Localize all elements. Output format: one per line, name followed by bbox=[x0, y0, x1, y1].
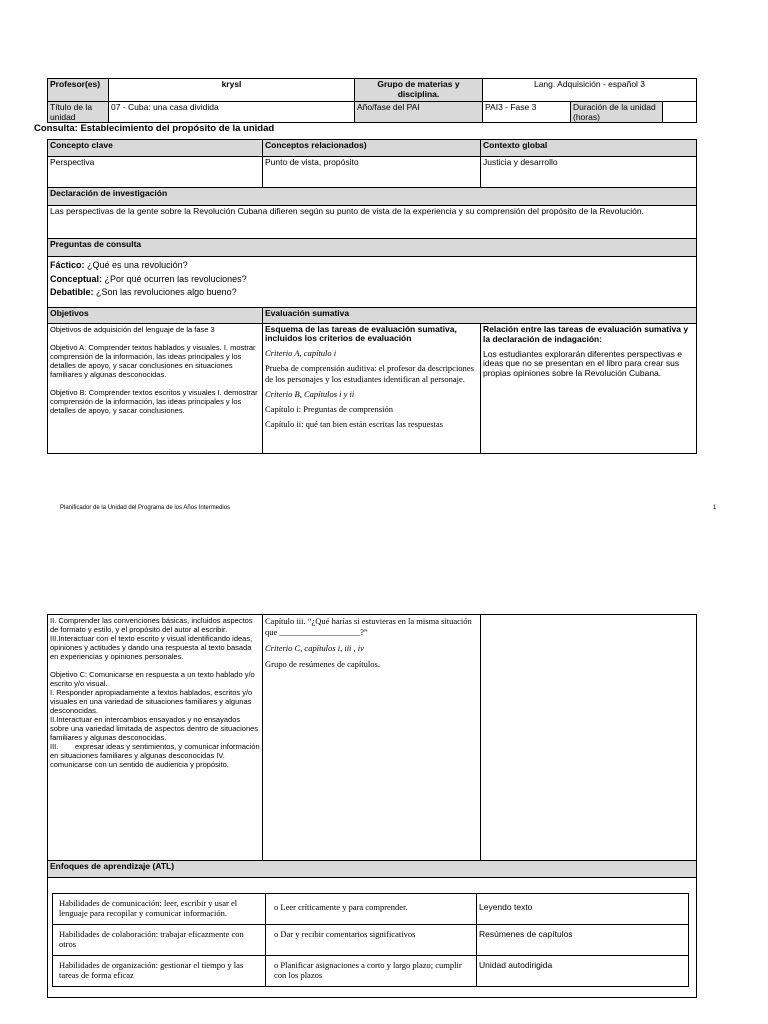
conceptos-relacionados-label: Conceptos relacionados) bbox=[262, 139, 481, 157]
objetivo-c-iii: III. expresar ideas y sentimientos, y comunicar información en situaciones familiares y algunas desconocidas IV. comunicarse con un sentido de audiencia y propósito. bbox=[50, 742, 262, 769]
atl-skill-3: Habilidades de organización: gestionar el tiempo y las tareas de forma eficaz bbox=[52, 955, 266, 987]
titulo-label: Título de la unidad bbox=[47, 101, 109, 123]
relacion-head: Relación entre las tareas de evaluación sumativa y la declaración de indagación: bbox=[483, 324, 689, 344]
objetivos-intro: Objetivos de adquisición del lenguaje de la fase 3 bbox=[50, 325, 215, 334]
preguntas-body bbox=[47, 256, 697, 308]
objetivo-c-ii: II.Interactuar en intercambios ensayados y no ensayados sobre una variedad limitada de aspectos dentro de situaciones familiares y algunas desconocidas. bbox=[50, 715, 259, 742]
criterio-b: Criterio B, Capítulos i y ii bbox=[265, 388, 355, 399]
concepto-clave-label: Concepto clave bbox=[47, 139, 263, 157]
esquema-head: Esquema de las tareas de evaluación sumativa, incluidos los criterios de evaluación bbox=[265, 324, 457, 344]
contexto-global-label: Contexto global bbox=[480, 139, 697, 157]
criterio-a: Criterio A, capítulo i bbox=[265, 347, 337, 358]
atl-skill-2: Habilidades de colaboración: trabajar eficazmente con otros bbox=[52, 924, 266, 956]
declaracion-label: Declaración de investigación bbox=[47, 187, 697, 206]
preguntas-label: Preguntas de consulta bbox=[47, 238, 697, 257]
objetivo-c-i: I. Responder apropiadamente a textos hablados, escritos y/o visuales en una variedad de situaciones familiares y algunas desconocidas. bbox=[50, 688, 253, 715]
page-number: 1 bbox=[713, 505, 717, 511]
anio-value: PAI3 - Fase 3 bbox=[482, 101, 571, 123]
pregunta-debatible: Debatible: ¿Son las revoluciones algo bueno? bbox=[50, 287, 237, 297]
atl-skill-1: Habilidades de comunicación: leer, escribir y usar el lenguaje para recopilar y comunicar información. bbox=[52, 893, 266, 925]
capitulo-iii: Capítulo iii. “¿Qué harías si estuvieras en la misma situación que ___________________?” bbox=[265, 616, 472, 638]
relacion-text: Los estudiantes explorarán diferentes perspectivas e ideas que no se presentan en el libro para crear sus propias opiniones sobre la Revolución Cubana. bbox=[483, 348, 682, 379]
contexto-global-value: Justicia y desarrollo bbox=[480, 156, 697, 188]
capitulo-i: Capítulo i: Preguntas de comprensión bbox=[265, 403, 393, 414]
relacion-continuacion bbox=[480, 614, 697, 861]
objetivos-label: Objetivos bbox=[47, 307, 263, 324]
footer-text: Planificador de la Unidad del Programa de los Años Intermedios bbox=[60, 505, 231, 511]
objetivo-a: Objetivo A: Comprender textos hablados y visuales. I. mostrar comprensión de la información, las ideas principales y los detalles de apoyo, y sacar conclusiones en situaciones familiares y algunas desconocidas. bbox=[50, 343, 256, 379]
grupo-label: Grupo de materias y disciplina. bbox=[354, 78, 483, 102]
evaluacion-continuacion bbox=[262, 614, 481, 861]
anio-label: Año/fase del PAI bbox=[354, 101, 483, 123]
objetivos-continuacion bbox=[47, 614, 263, 861]
objetivo-b: Objetivo B: Comprender textos escritos y visuales I. demostrar comprensión de la información, las ideas principales y los detalles de apoyo, y sacar conclusiones. bbox=[50, 388, 258, 415]
atl-strategy-2: o Dar y recibir comentarios significativos bbox=[265, 924, 477, 956]
evaluacion-label: Evaluación sumativa bbox=[262, 307, 697, 324]
prueba-comprension: Prueba de comprensión auditiva: el profesor da descripciones de los personajes y los estudiantes identifican al personaje. bbox=[265, 362, 474, 384]
atl-strategy-3: o Planificar asignaciones a corto y largo plazo; cumplir con los plazos bbox=[265, 955, 477, 987]
pregunta-factica: Fáctico: ¿Qué es una revolución? bbox=[50, 260, 188, 270]
atl-strategy-1: o Leer críticamente y para comprender. bbox=[265, 893, 477, 925]
grupo-value: Lang. Adquisición - español 3 bbox=[482, 78, 697, 102]
criterio-c: Criterio C, capítulos i, iii , iv bbox=[265, 643, 364, 654]
titulo-value: 07 - Cuba: una casa dividida bbox=[108, 101, 355, 123]
declaracion-text: Las perspectivas de la gente sobre la Revolución Cubana difieren según su punto de vista de la experiencia y su comprensión del propósito de la Revolución. bbox=[47, 205, 697, 239]
consulta-title: Consulta: Establecimiento del propósito de la unidad bbox=[34, 123, 275, 134]
pregunta-conceptual: Conceptual: ¿Por qué ocurren las revoluciones? bbox=[50, 273, 247, 284]
atl-activity-2: Resúmenes de capítulos bbox=[476, 924, 689, 956]
grupo-resumenes: Grupo de resúmenes de capítulos. bbox=[265, 659, 380, 670]
profesor-value: krysl bbox=[108, 78, 355, 102]
objetivos-col bbox=[47, 323, 263, 454]
profesor-label: Profesor(es) bbox=[47, 78, 109, 102]
atl-activity-3: Unidad autodirigida bbox=[476, 955, 689, 987]
objetivo-iii: III.Interactuar con el texto escrito y visual identificando ideas, opiniones y actitudes y dando una respuesta al texto basada en experiencias y opiniones personales. bbox=[50, 634, 253, 661]
capitulo-ii: Capítulo ii: qué tan bien están escritas las respuestas bbox=[265, 418, 443, 429]
conceptos-relacionados-value: Punto de vista, propósito bbox=[262, 156, 481, 188]
duracion-value bbox=[662, 101, 697, 123]
objetivo-ii: II. Comprender las convenciones básicas, incluidos aspectos de formato y estilo, y el propósito del autor al escribir. bbox=[50, 616, 253, 634]
atl-label: Enfoques de aprendizaje (ATL) bbox=[47, 860, 697, 878]
duracion-label: Duración de la unidad (horas) bbox=[570, 101, 663, 123]
atl-activity-1: Leyendo texto bbox=[476, 893, 689, 925]
concepto-clave-value: Perspectiva bbox=[47, 156, 263, 188]
evaluacion-col bbox=[262, 323, 481, 454]
relacion-col bbox=[480, 323, 697, 454]
objetivo-c: Objetivo C: Comunicarse en respuesta a un texto hablado y/o escrito y/o visual. bbox=[50, 670, 255, 688]
